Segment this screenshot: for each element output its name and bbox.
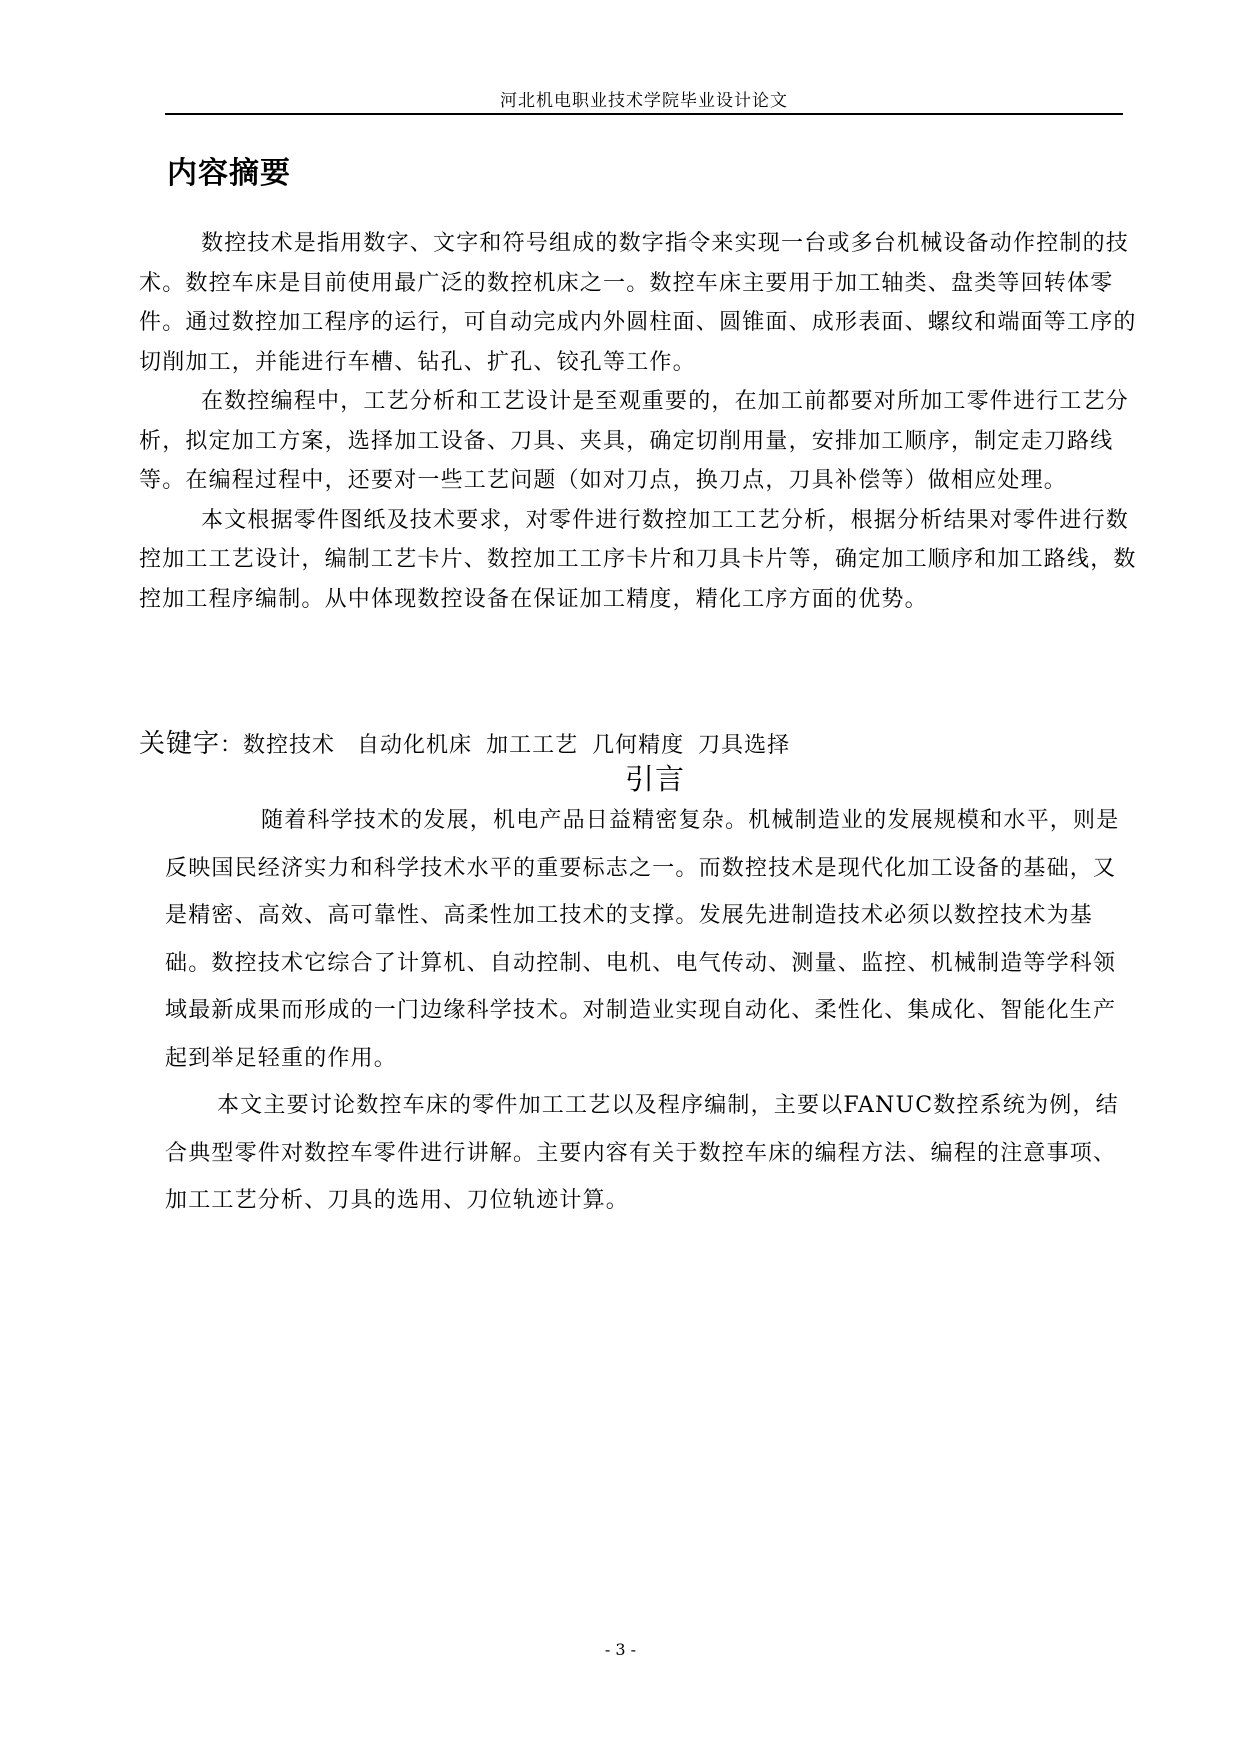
abstract-paragraph: 本文根据零件图纸及技术要求，对零件进行数控加工工艺分析，根据分析结果对零件进行数控加工工艺设计，编制工艺卡片、数控加工工序卡片和刀具卡片等，确定加工顺序和加工路线，数控加工程序编制。从中体现数控设备在保证加工精度，精化工序方面的优势。 [139, 507, 1137, 612]
introduction-title: 引言 [624, 762, 685, 796]
keywords-line [139, 723, 804, 760]
keywords-separator: ： [220, 733, 244, 758]
header-divider [165, 113, 1123, 115]
abstract-paragraph: 在数控编程中，工艺分析和工艺设计是至观重要的，在加工前都要对所加工零件进行工艺分析，拟定加工方案，选择加工设备、刀具、夹具，确定切削用量，安排加工顺序，制定走刀路线等。在编程过程中，还要对一些工艺问题（如对刀点，换刀点，刀具补偿等）做相应处理。 [139, 389, 1130, 493]
abstract-body [139, 224, 1139, 619]
introduction-paragraph: 本文主要讨论数控车床的零件加工工艺以及程序编制，主要以FANUC数控系统为例，结合典型零件对数控车零件进行讲解。主要内容有关于数控车床的编程方法、编程的注意事项、加工工艺分析、刀具的选用、刀位轨迹计算。 [165, 1093, 1119, 1213]
abstract-title: 内容摘要 [167, 156, 291, 191]
keyword-item: 几何精度 [592, 733, 685, 758]
page-number: - 3 - [604, 1640, 637, 1659]
page-header: 河北机电职业技术学院毕业设计论文 [500, 91, 788, 111]
keyword-item: 加工工艺 [486, 733, 579, 758]
keyword-item: 数控技术 [243, 733, 336, 758]
keyword-item: 自动化机床 [357, 733, 473, 758]
keyword-item: 刀具选择 [698, 733, 791, 758]
abstract-paragraph: 数控技术是指用数字、文字和符号组成的数字指令来实现一台或多台机械设备动作控制的技术。数控车床是目前使用最广泛的数控机床之一。数控车床主要用于加工轴类、盘类等回转体零件。通过数控加工程序的运行，可自动完成内外圆柱面、圆锥面、成形表面、螺纹和端面等工序的切削加工，并能进行车槽、钻孔、扩孔、铰孔等工作。 [139, 231, 1137, 375]
keywords-label: 关键字 [139, 729, 221, 759]
introduction-body [165, 797, 1120, 1225]
introduction-paragraph: 随着科学技术的发展，机电产品日益精密复杂。机械制造业的发展规模和水平，则是反映国民经济实力和科学技术水平的重要标志之一。而数控技术是现代化加工设备的基础，又是精密、高效、高可靠性、高柔性加工技术的支撑。发展先进制造技术必须以数控技术为基础。数控技术它综合了计算机、自动控制、电机、电气传动、测量、监控、机械制造等学科领域最新成果而形成的一门边缘科学技术。对制造业实现自动化、柔性化、集成化、智能化生产起到举足轻重的作用。 [165, 808, 1120, 1071]
